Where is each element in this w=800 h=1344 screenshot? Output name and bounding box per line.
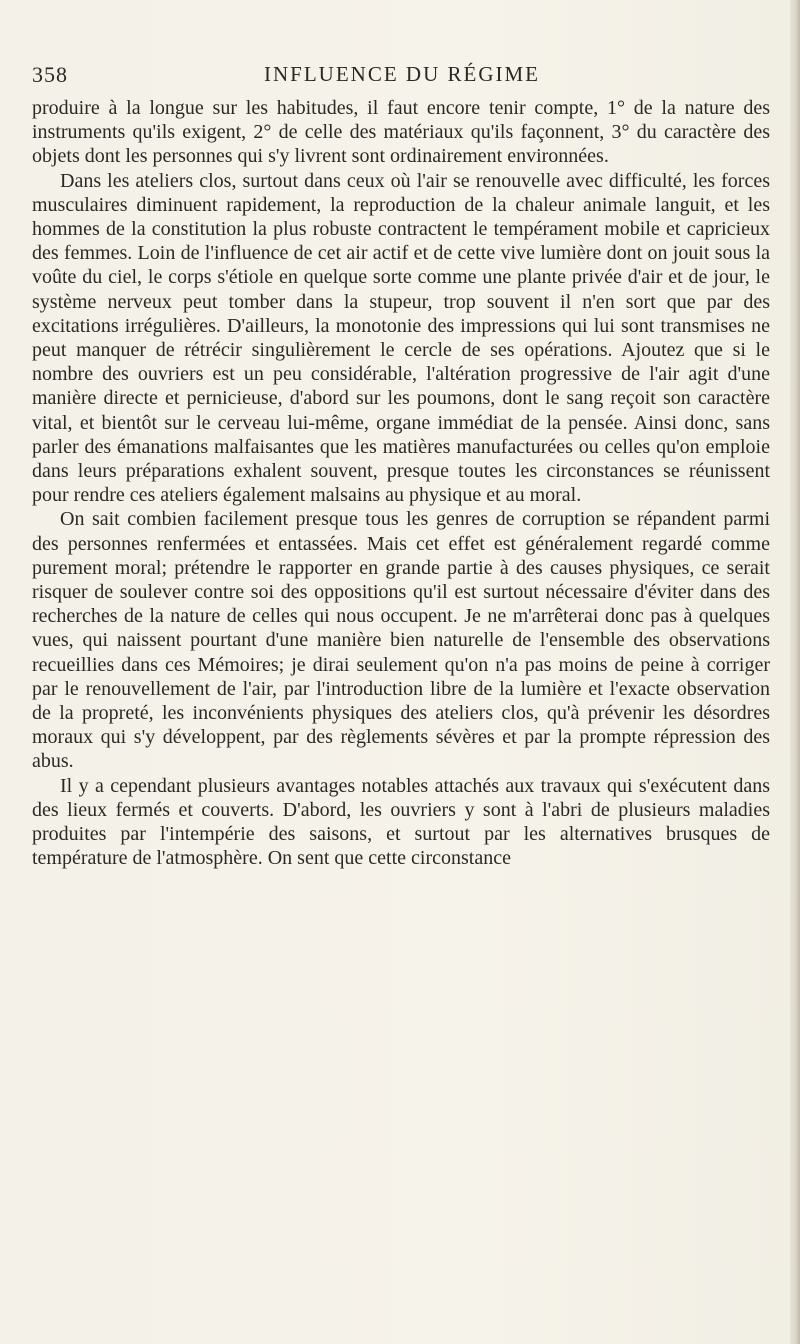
page-header bbox=[32, 62, 772, 92]
page-number: 358 bbox=[32, 62, 68, 87]
page-edge-shadow bbox=[790, 0, 800, 1344]
paragraph: On sait combien facilement presque tous les genres de corruption se répandent parmi des personnes renfermées et entassées. Mais cet effet est généralement regardé comme purement moral; prétendre le rapporter en grande partie à des causes physiques, ce serait risquer de soulever contre soi des oppositions qu'il est surtout nécessaire d'éviter dans des recherches de la nature de celles qui nous occupent. Je ne m'arrêterai donc pas à quelques vues, qui naissent pourtant d'une manière bien naturelle de l'ensemble des observations recueillies dans ces Mémoires; je dirai seulement qu'on n'a pas moins de peine à corriger par le renouvellement de l'air, par l'introduction libre de la lumière et l'exacte observation de la propreté, les inconvénients physiques des ateliers clos, qu'à prévenir les désordres moraux qui s'y développent, par des règlements sévères et par la prompte répression des abus. bbox=[32, 508, 770, 773]
paragraph: produire à la longue sur les habitudes, il faut encore tenir compte, 1° de la nature des instruments qu'ils exigent, 2° de celle des matériaux qu'ils façonnent, 3° du caractère des objets dont les personnes qui s'y livrent sont ordinairement environnées. bbox=[32, 97, 770, 168]
paragraph: Dans les ateliers clos, surtout dans ceux où l'air se renouvelle avec difficulté, les forces musculaires diminuent rapidement, la reproduction de la chaleur animale languit, et les hommes de la constitution la plus robuste contractent le tempérament mobile et capricieux des femmes. Loin de l'influence de cet air actif et de cette vive lumière dont on jouit sous la voûte du ciel, le corps s'étiole en quelque sorte comme une plante privée d'air et de jour, le système nerveux peut tomber dans la stupeur, trop souvent il n'en sort que par des excitations irrégulières. D'ailleurs, la monotonie des impressions qui lui sont transmises ne peut manquer de rétrécir singulièrement le cercle de ses opérations. Ajoutez que si le nombre des ouvriers est un peu considérable, l'altération progressive de l'air agit d'une manière directe et pernicieuse, d'abord sur les poumons, dont le sang reçoit son caractère vital, et bientôt sur le cerveau lui-même, organe immédiat de la pensée. Ainsi donc, sans parler des émanations malfaisantes que les matières manufacturées ou celles qu'on emploie dans leurs préparations exhalent souvent, presque toutes les circonstances se réunissent pour rendre ces ateliers également malsains au physique et au moral. bbox=[32, 169, 770, 507]
paragraph: Il y a cependant plusieurs avantages notables attachés aux travaux qui s'exécutent dans des lieux fermés et couverts. D'abord, les ouvriers y sont à l'abri de plusieurs maladies produites par l'intempérie des saisons, et surtout par les alternatives brusques de température de l'atmosphère. On sent que cette circonstance bbox=[32, 774, 770, 870]
running-title: INFLUENCE DU RÉGIME bbox=[264, 62, 540, 86]
body-text bbox=[32, 96, 770, 871]
